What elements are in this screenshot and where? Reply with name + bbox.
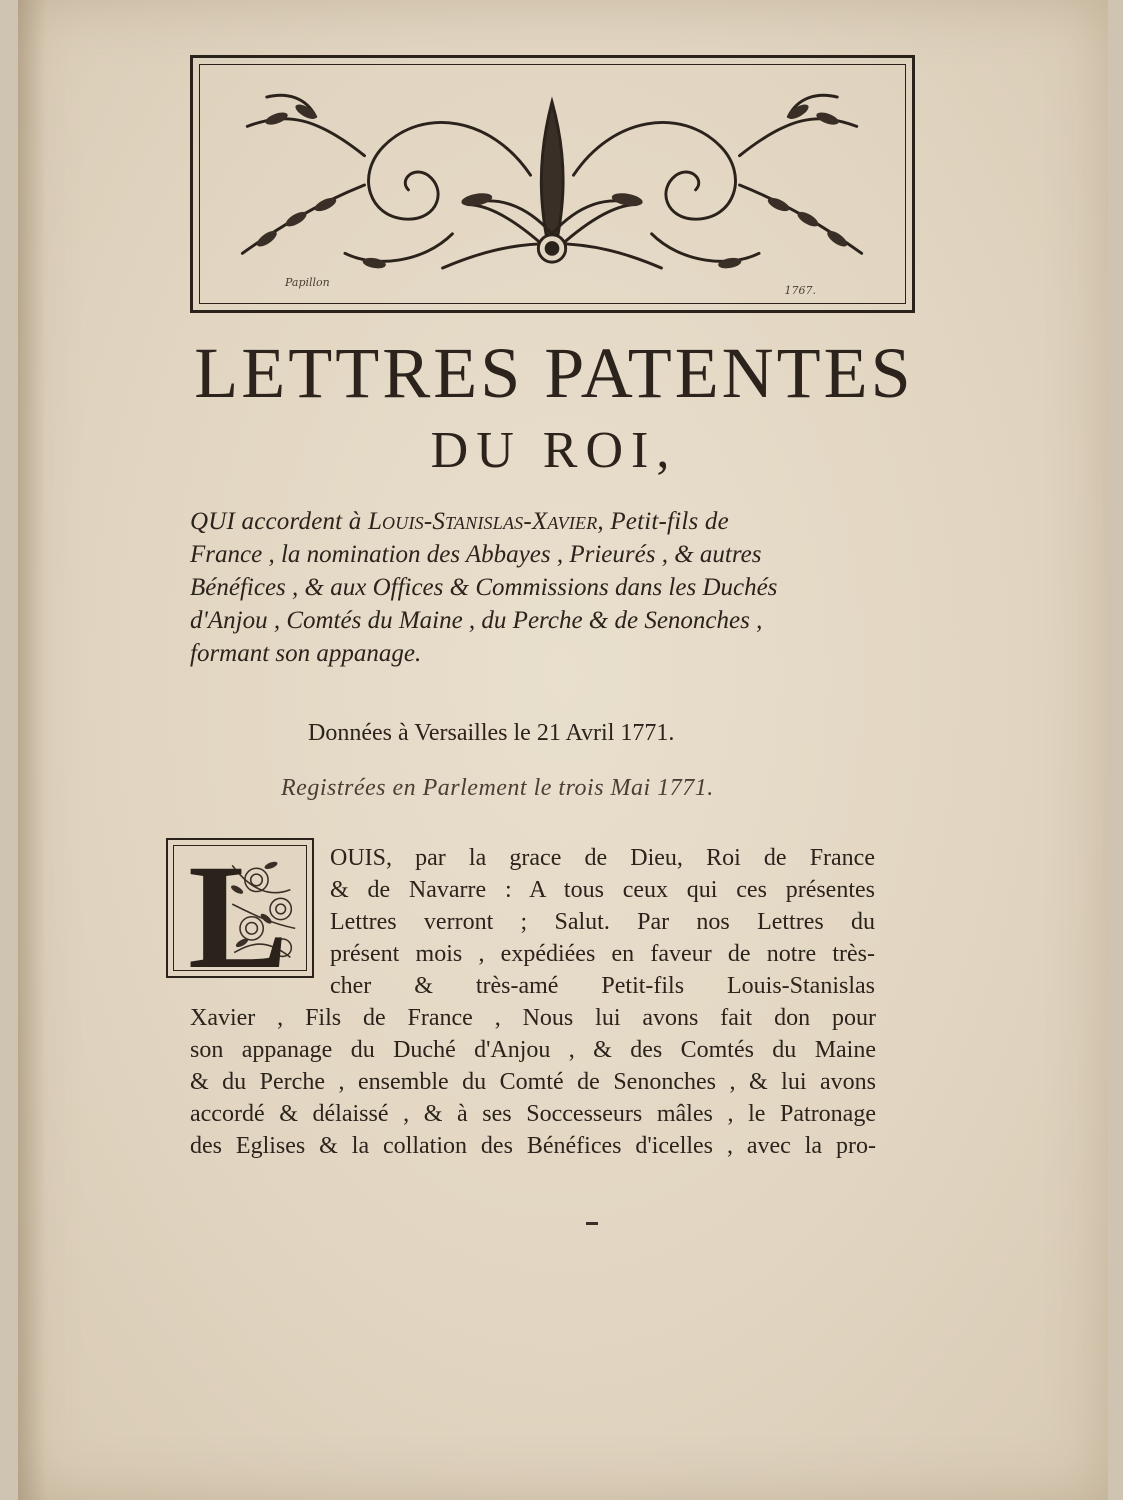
body-paragraph-full [190, 1002, 876, 1162]
subtitle-line: Bénéfices , & aux Offices & Commissions dans les Duchés [190, 574, 778, 601]
body-line: des Eglises & la collation des Bénéfices d'icelles , avec la pro- [190, 1133, 876, 1159]
ornamental-headpiece [190, 55, 915, 313]
date-registered: Registrées en Parlement le trois Mai 1771. [281, 775, 714, 801]
foliage-ornament-icon [193, 58, 912, 310]
subtitle-name: Louis-Stanislas-Xavier [367, 508, 598, 535]
body-line: Xavier , Fils de France , Nous lui avons fait don pour [190, 1005, 876, 1031]
subtitle-text: , Petit-fils de [597, 508, 729, 535]
subtitle-line: France , la nomination des Abbayes , Prieurés , & autres [190, 541, 762, 568]
document-page [18, 0, 1108, 1500]
body-line: OUIS, par la grace de Dieu, Roi de France [330, 845, 875, 871]
subtitle-text: accordent à [235, 508, 368, 535]
body-line: & du Perche , ensemble du Comté de Senonches , & lui avons [190, 1069, 876, 1095]
subtitle-line: d'Anjou , Comtés du Maine , du Perche & de Senonches , [190, 607, 763, 634]
page-catchmark [586, 1222, 598, 1225]
body-paragraph-indented [330, 842, 875, 1002]
document-subtitle [190, 505, 890, 670]
body-line: accordé & délaissé , & à ses Soccesseurs mâles , le Patronage [190, 1101, 876, 1127]
engraving-year: 1767. [784, 284, 816, 297]
body-line: & de Navarre : A tous ceux qui ces présentes [330, 877, 875, 903]
body-line: Lettres verront ; Salut. Par nos Lettres du [330, 909, 875, 935]
document-title-second-line: DU ROI, [430, 422, 678, 479]
body-line: son appanage du Duché d'Anjou , & des Comtés du Maine [190, 1037, 876, 1063]
body-line: cher & très-amé Petit-fils Louis-Stanislas [330, 973, 875, 999]
subtitle-word: QUI [190, 508, 236, 535]
document-title: LETTRES PATENTES [194, 333, 914, 413]
subtitle-line: formant son appanage. [190, 640, 422, 667]
engraver-signature: Papillon [285, 276, 330, 289]
drop-cap-letter: L [188, 845, 289, 971]
body-line: présent mois , expédiées en faveur de notre très- [330, 941, 875, 967]
date-given: Données à Versailles le 21 Avril 1771. [308, 720, 675, 746]
ornamental-drop-cap [166, 838, 314, 978]
